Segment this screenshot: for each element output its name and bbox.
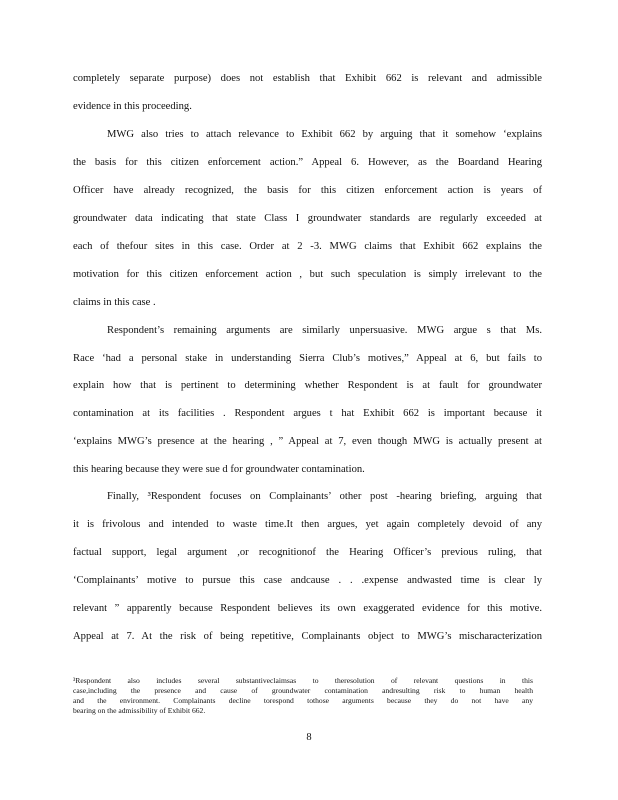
body-line: explain how that is pertinent to determining whether Respondent is at fault for groundwater — [73, 380, 542, 391]
footnote-line: case,including the presence and cause of groundwater contamination andresulting risk to human health — [73, 686, 533, 695]
footnote-line: bearing on the admissibility of Exhibit 662. — [73, 706, 206, 715]
body-line: Appeal at 7. At the risk of being repetitive, Complainants object to MWG’s mischaracterization — [73, 631, 542, 642]
body-line: relevant ” apparently because Respondent believes its own exaggerated evidence for this motive. — [73, 603, 542, 614]
body-line: claims in this case . — [73, 297, 156, 308]
body-line: contamination at its facilities . Respondent argues t hat Exhibit 662 is important because it — [73, 408, 542, 419]
body-line: this hearing because they were sue d for groundwater contamination. — [73, 464, 365, 475]
body-line: motivation for this citizen enforcement action , but such speculation is simply irrelevant to the — [73, 269, 542, 280]
body-line: groundwater data indicating that state Class I groundwater standards are regularly exceeded at — [73, 213, 542, 224]
body-line: ‘Complainants’ motive to pursue this case andcause . . .expense andwasted time is clear ly — [73, 575, 542, 586]
body-line: it is frivolous and intended to waste time.It then argues, yet again completely devoid of any — [73, 519, 542, 530]
body-line: Officer have already recognized, the basis for this citizen enforcement action is years of — [73, 185, 542, 196]
footnote-line: and the environment. Complainants decline torespond tothose arguments because they do not have any — [73, 696, 533, 705]
body-line: MWG also tries to attach relevance to Exhibit 662 by arguing that it somehow ‘explains — [107, 129, 542, 140]
body-line: the basis for this citizen enforcement action.” Appeal 6. However, as the Boardand Hearing — [73, 157, 542, 168]
body-line: Race ‘had a personal stake in understanding Sierra Club’s motives,” Appeal at 6, but fails to — [73, 353, 542, 364]
body-line: Finally, ³Respondent focuses on Complainants’ other post -hearing briefing, arguing that — [107, 491, 542, 502]
body-line: each of thefour sites in this case. Order at 2 -3. MWG claims that Exhibit 662 explains the — [73, 241, 542, 252]
page-number: 8 — [306, 732, 312, 743]
body-line: Respondent’s remaining arguments are similarly unpersuasive. MWG argue s that Ms. — [107, 325, 542, 336]
body-line: ‘explains MWG’s presence at the hearing , ” Appeal at 7, even though MWG is actually present at — [73, 436, 542, 447]
body-line: evidence in this proceeding. — [73, 101, 192, 112]
footnote-line: ³Respondent also includes several substantiveclaimsas to theresolution of relevant questions in this — [73, 676, 533, 685]
body-line: factual support, legal argument ,or recognitionof the Hearing Officer’s previous ruling, that — [73, 547, 542, 558]
body-line: completely separate purpose) does not establish that Exhibit 662 is relevant and admissible — [73, 73, 542, 84]
